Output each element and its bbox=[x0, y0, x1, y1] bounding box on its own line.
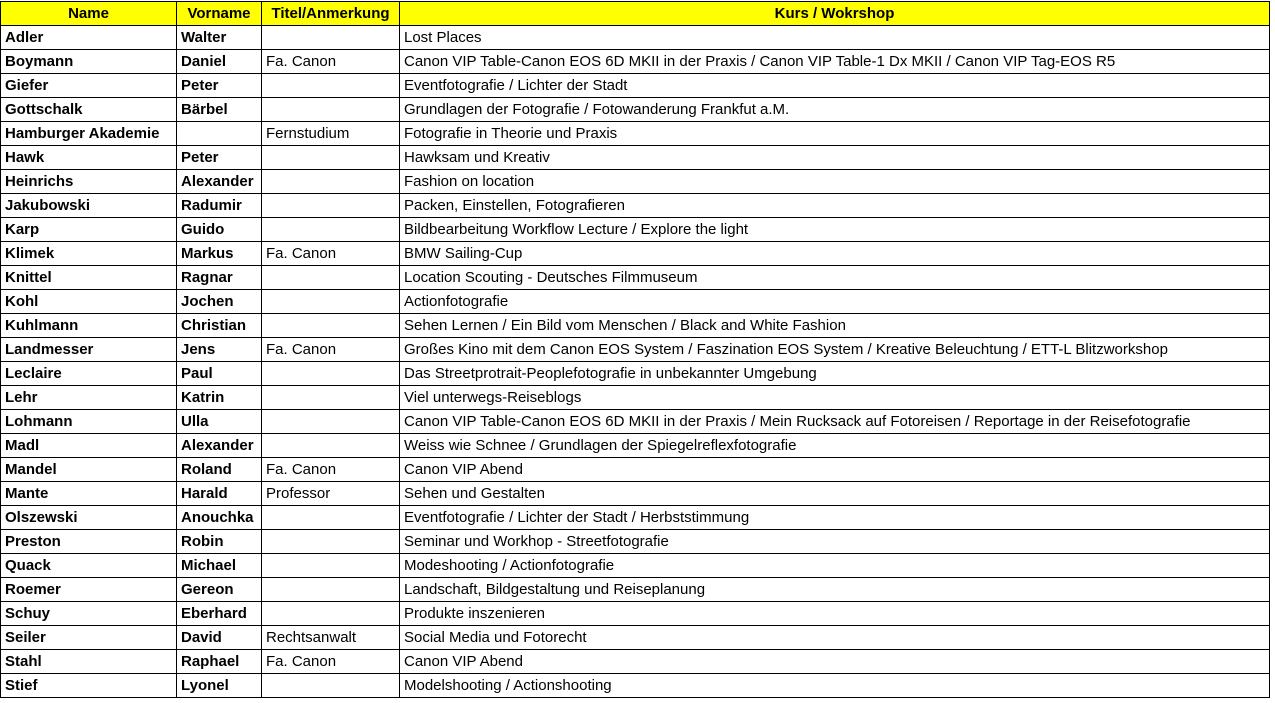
cell-kurs[interactable]: Seminar und Workhop - Streetfotografie bbox=[400, 530, 1270, 554]
cell-titel[interactable] bbox=[262, 410, 400, 434]
cell-vorname[interactable]: Alexander bbox=[177, 434, 262, 458]
cell-name[interactable]: Lehr bbox=[1, 386, 177, 410]
cell-vorname[interactable]: Lyonel bbox=[177, 674, 262, 698]
cell-vorname[interactable]: Anouchka bbox=[177, 506, 262, 530]
cell-name[interactable]: Hamburger Akademie bbox=[1, 122, 177, 146]
cell-vorname[interactable]: Peter bbox=[177, 74, 262, 98]
cell-kurs[interactable]: Fashion on location bbox=[400, 170, 1270, 194]
cell-titel[interactable] bbox=[262, 146, 400, 170]
cell-kurs[interactable]: Großes Kino mit dem Canon EOS System / Faszination EOS System / Kreative Beleuchtung / ETT-L Blitzworkshop bbox=[400, 338, 1270, 362]
cell-kurs[interactable]: Canon VIP Table-Canon EOS 6D MKII in der Praxis / Mein Rucksack auf Fotoreisen / Reportage in der Reisefotografie bbox=[400, 410, 1270, 434]
cell-kurs[interactable]: Canon VIP Table-Canon EOS 6D MKII in der Praxis / Canon VIP Table-1 Dx MKII / Canon VIP Tag-EOS R5 bbox=[400, 50, 1270, 74]
cell-name[interactable]: Preston bbox=[1, 530, 177, 554]
table-row bbox=[1, 338, 1270, 362]
cell-kurs[interactable]: Bildbearbeitung Workflow Lecture / Explore the light bbox=[400, 218, 1270, 242]
table-row bbox=[1, 218, 1270, 242]
cell-name[interactable]: Olszewski bbox=[1, 506, 177, 530]
table-row bbox=[1, 602, 1270, 626]
cell-name[interactable]: Seiler bbox=[1, 626, 177, 650]
cell-titel[interactable] bbox=[262, 602, 400, 626]
cell-vorname[interactable]: Jochen bbox=[177, 290, 262, 314]
cell-kurs[interactable]: Location Scouting - Deutsches Filmmuseum bbox=[400, 266, 1270, 290]
cell-titel[interactable]: Fa. Canon bbox=[262, 242, 400, 266]
cell-vorname[interactable] bbox=[177, 122, 262, 146]
cell-name[interactable]: Madl bbox=[1, 434, 177, 458]
cell-titel[interactable]: Fa. Canon bbox=[262, 650, 400, 674]
cell-vorname[interactable]: Robin bbox=[177, 530, 262, 554]
cell-titel[interactable] bbox=[262, 314, 400, 338]
cell-titel[interactable]: Professor bbox=[262, 482, 400, 506]
cell-kurs[interactable]: Modeshooting / Actionfotografie bbox=[400, 554, 1270, 578]
cell-vorname[interactable]: Harald bbox=[177, 482, 262, 506]
cell-vorname[interactable]: Raphael bbox=[177, 650, 262, 674]
table-row bbox=[1, 554, 1270, 578]
cell-name[interactable]: Mante bbox=[1, 482, 177, 506]
cell-titel[interactable] bbox=[262, 530, 400, 554]
cell-vorname[interactable]: Paul bbox=[177, 362, 262, 386]
table-row bbox=[1, 482, 1270, 506]
cell-kurs[interactable]: Fotografie in Theorie und Praxis bbox=[400, 122, 1270, 146]
table-row bbox=[1, 98, 1270, 122]
cell-kurs[interactable]: Packen, Einstellen, Fotografieren bbox=[400, 194, 1270, 218]
table-row bbox=[1, 194, 1270, 218]
workshop-table bbox=[0, 1, 1270, 698]
cell-name[interactable]: Knittel bbox=[1, 266, 177, 290]
cell-titel[interactable] bbox=[262, 362, 400, 386]
cell-kurs[interactable]: Landschaft, Bildgestaltung und Reiseplanung bbox=[400, 578, 1270, 602]
cell-kurs[interactable]: Sehen Lernen / Ein Bild vom Menschen / Black and White Fashion bbox=[400, 314, 1270, 338]
cell-kurs[interactable]: Canon VIP Abend bbox=[400, 458, 1270, 482]
table-row bbox=[1, 290, 1270, 314]
cell-name[interactable]: Giefer bbox=[1, 74, 177, 98]
table-row bbox=[1, 434, 1270, 458]
cell-titel[interactable]: Rechtsanwalt bbox=[262, 626, 400, 650]
table-row bbox=[1, 170, 1270, 194]
cell-name[interactable]: Jakubowski bbox=[1, 194, 177, 218]
table-row bbox=[1, 506, 1270, 530]
cell-name[interactable]: Landmesser bbox=[1, 338, 177, 362]
header-titel[interactable]: Titel/Anmerkung bbox=[262, 2, 400, 26]
cell-vorname[interactable]: Bärbel bbox=[177, 98, 262, 122]
cell-titel[interactable] bbox=[262, 434, 400, 458]
cell-titel[interactable] bbox=[262, 554, 400, 578]
cell-titel[interactable]: Fernstudium bbox=[262, 122, 400, 146]
table-row bbox=[1, 410, 1270, 434]
cell-name[interactable]: Mandel bbox=[1, 458, 177, 482]
table-row bbox=[1, 458, 1270, 482]
table-row bbox=[1, 122, 1270, 146]
table-row bbox=[1, 314, 1270, 338]
cell-vorname[interactable]: Ragnar bbox=[177, 266, 262, 290]
table-row bbox=[1, 362, 1270, 386]
cell-name[interactable]: Kuhlmann bbox=[1, 314, 177, 338]
cell-name[interactable]: Karp bbox=[1, 218, 177, 242]
cell-vorname[interactable]: Christian bbox=[177, 314, 262, 338]
table-row bbox=[1, 26, 1270, 50]
cell-kurs[interactable]: BMW Sailing-Cup bbox=[400, 242, 1270, 266]
cell-titel[interactable] bbox=[262, 506, 400, 530]
cell-titel[interactable]: Fa. Canon bbox=[262, 458, 400, 482]
cell-vorname[interactable]: Gereon bbox=[177, 578, 262, 602]
table-row bbox=[1, 146, 1270, 170]
cell-kurs[interactable]: Eventfotografie / Lichter der Stadt bbox=[400, 74, 1270, 98]
cell-vorname[interactable]: Alexander bbox=[177, 170, 262, 194]
table-row bbox=[1, 530, 1270, 554]
cell-kurs[interactable]: Canon VIP Abend bbox=[400, 650, 1270, 674]
cell-vorname[interactable]: Roland bbox=[177, 458, 262, 482]
cell-titel[interactable] bbox=[262, 98, 400, 122]
cell-titel[interactable] bbox=[262, 290, 400, 314]
cell-titel[interactable] bbox=[262, 218, 400, 242]
cell-vorname[interactable]: Radumir bbox=[177, 194, 262, 218]
header-vorname[interactable]: Vorname bbox=[177, 2, 262, 26]
cell-kurs[interactable]: Actionfotografie bbox=[400, 290, 1270, 314]
table-row bbox=[1, 50, 1270, 74]
cell-name[interactable]: Stahl bbox=[1, 650, 177, 674]
cell-name[interactable]: Schuy bbox=[1, 602, 177, 626]
cell-vorname[interactable]: Peter bbox=[177, 146, 262, 170]
table-row bbox=[1, 674, 1270, 698]
cell-titel[interactable]: Fa. Canon bbox=[262, 338, 400, 362]
cell-vorname[interactable]: Ulla bbox=[177, 410, 262, 434]
cell-name[interactable]: Adler bbox=[1, 26, 177, 50]
cell-name[interactable]: Gottschalk bbox=[1, 98, 177, 122]
cell-kurs[interactable]: Grundlagen der Fotografie / Fotowanderung Frankfut a.M. bbox=[400, 98, 1270, 122]
cell-kurs[interactable]: Eventfotografie / Lichter der Stadt / Herbststimmung bbox=[400, 506, 1270, 530]
cell-vorname[interactable]: Daniel bbox=[177, 50, 262, 74]
cell-kurs[interactable]: Hawksam und Kreativ bbox=[400, 146, 1270, 170]
cell-vorname[interactable]: Walter bbox=[177, 26, 262, 50]
cell-titel[interactable] bbox=[262, 170, 400, 194]
cell-name[interactable]: Quack bbox=[1, 554, 177, 578]
cell-name[interactable]: Stief bbox=[1, 674, 177, 698]
table-row bbox=[1, 386, 1270, 410]
table-row bbox=[1, 74, 1270, 98]
cell-name[interactable]: Roemer bbox=[1, 578, 177, 602]
cell-titel[interactable] bbox=[262, 578, 400, 602]
cell-kurs[interactable]: Weiss wie Schnee / Grundlagen der Spiegelreflexfotografie bbox=[400, 434, 1270, 458]
cell-vorname[interactable]: Katrin bbox=[177, 386, 262, 410]
cell-kurs[interactable]: Lost Places bbox=[400, 26, 1270, 50]
cell-kurs[interactable]: Viel unterwegs-Reiseblogs bbox=[400, 386, 1270, 410]
cell-titel[interactable] bbox=[262, 674, 400, 698]
cell-titel[interactable] bbox=[262, 74, 400, 98]
table-row bbox=[1, 242, 1270, 266]
cell-name[interactable]: Lohmann bbox=[1, 410, 177, 434]
cell-titel[interactable] bbox=[262, 266, 400, 290]
cell-name[interactable]: Boymann bbox=[1, 50, 177, 74]
cell-titel[interactable] bbox=[262, 26, 400, 50]
header-name[interactable]: Name bbox=[1, 2, 177, 26]
cell-vorname[interactable]: Michael bbox=[177, 554, 262, 578]
cell-name[interactable]: Klimek bbox=[1, 242, 177, 266]
cell-vorname[interactable]: Jens bbox=[177, 338, 262, 362]
cell-name[interactable]: Leclaire bbox=[1, 362, 177, 386]
table-row bbox=[1, 578, 1270, 602]
cell-kurs[interactable]: Das Streetprotrait-Peoplefotografie in unbekannter Umgebung bbox=[400, 362, 1270, 386]
table-row bbox=[1, 266, 1270, 290]
cell-name[interactable]: Kohl bbox=[1, 290, 177, 314]
table-row bbox=[1, 626, 1270, 650]
cell-titel[interactable] bbox=[262, 194, 400, 218]
table-row bbox=[1, 650, 1270, 674]
cell-vorname[interactable]: Guido bbox=[177, 218, 262, 242]
header-row bbox=[1, 2, 1270, 26]
cell-vorname[interactable]: Markus bbox=[177, 242, 262, 266]
cell-vorname[interactable]: David bbox=[177, 626, 262, 650]
cell-titel[interactable] bbox=[262, 386, 400, 410]
table-body bbox=[1, 26, 1270, 698]
cell-kurs[interactable]: Sehen und Gestalten bbox=[400, 482, 1270, 506]
cell-vorname[interactable]: Eberhard bbox=[177, 602, 262, 626]
cell-name[interactable]: Heinrichs bbox=[1, 170, 177, 194]
cell-name[interactable]: Hawk bbox=[1, 146, 177, 170]
cell-kurs[interactable]: Social Media und Fotorecht bbox=[400, 626, 1270, 650]
header-kurs[interactable]: Kurs / Wokrshop bbox=[400, 2, 1270, 26]
cell-kurs[interactable]: Produkte inszenieren bbox=[400, 602, 1270, 626]
cell-kurs[interactable]: Modelshooting / Actionshooting bbox=[400, 674, 1270, 698]
cell-titel[interactable]: Fa. Canon bbox=[262, 50, 400, 74]
